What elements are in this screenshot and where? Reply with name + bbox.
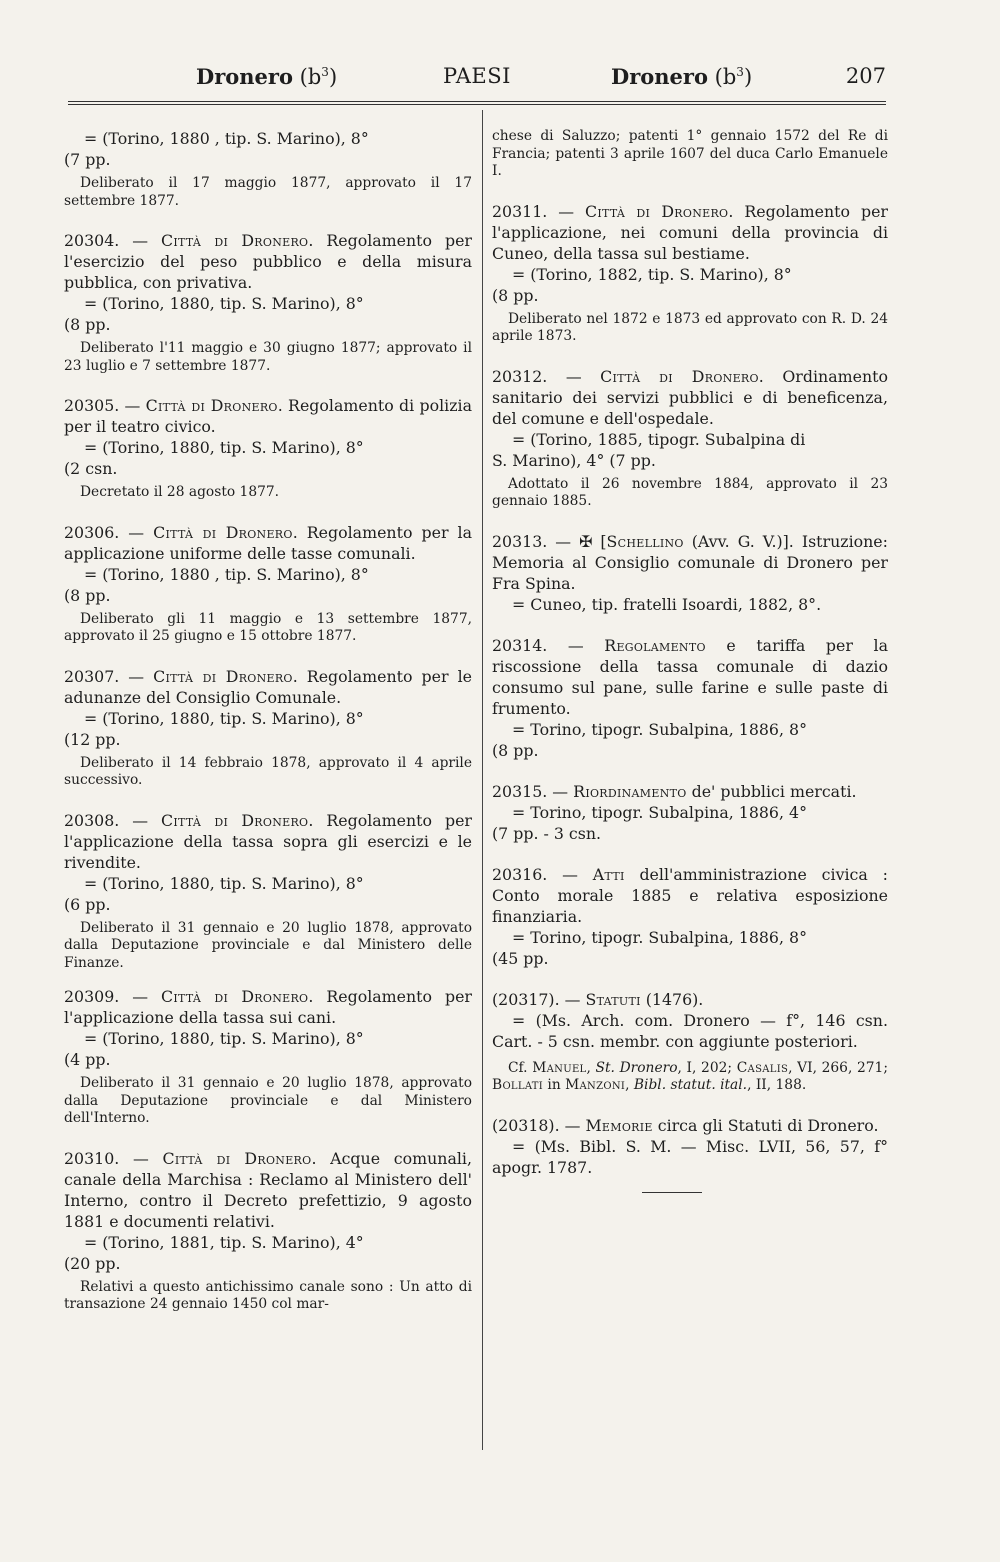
entry-title: 20313. — ✠ [Schellino (Avv. G. V.)]. Istruzione: Memoria al Consiglio comunale di Dronero per Fra Spina. — [492, 531, 888, 593]
running-header — [68, 64, 886, 98]
entry-title: 20308. — Città di Dronero. Regolamento per l'applicazione della tassa sopra gli esercizi e le rivendite. — [64, 810, 472, 872]
entry-20306 — [64, 522, 472, 646]
entry-continuation — [64, 128, 472, 210]
entry-20315 — [492, 781, 888, 844]
entry-title: 20305. — Città di Dronero. Regolamento di polizia per il teatro civico. — [64, 396, 472, 436]
entry-publication-pages: (6 pp. — [64, 894, 111, 914]
header-rule-top — [68, 101, 886, 102]
entry-note: Cf. Manuel, St. Dronero, I, 202; Casalis, VI, 266, 271; Bollati in Manzoni, Bibl. statut. ital., II, 188. — [492, 1059, 888, 1093]
entry-publication-pages: (8 pp. — [64, 315, 111, 334]
entry-publication: = (Torino, 1880 , tip. S. Marino), 8° — [84, 129, 369, 148]
entry-publication-pages: (12 pp. — [64, 729, 121, 749]
end-rule — [642, 1192, 702, 1193]
entry-note: Deliberato il 31 gennaio e 20 luglio 1878, approvato dalla Deputazione provinciale e dal Ministero dell'Interno. — [64, 1075, 472, 1126]
entry-note: Decretato il 28 agosto 1877. — [80, 484, 280, 500]
entry-20305 — [64, 395, 472, 502]
right-column — [492, 128, 888, 1193]
header-section-title: PAESI — [443, 64, 511, 88]
entry-publication: = (Torino, 1882, tip. S. Marino), 8° — [512, 264, 792, 284]
entry-publication-pages: (8 pp. — [492, 740, 539, 760]
entry-20312 — [492, 366, 888, 511]
entry-note: Deliberato il 14 febbraio 1878, approvato il 4 aprile successivo. — [64, 754, 472, 788]
entry-publication: = Torino, tipogr. Subalpina, 1886, 8° — [512, 719, 807, 739]
header-left-title: Dronero $(b^3)$ — [196, 64, 338, 89]
entry-publication-pages: S. Marino), 4° (7 pp. — [492, 450, 656, 470]
entry-publication: = (Torino, 1880, tip. S. Marino), 8° — [84, 294, 364, 313]
entry-publication: = (Ms. Arch. com. Dronero — f°, 146 csn. Cart. - 5 csn. membr. con aggiunte posteriori. — [492, 1010, 888, 1051]
entry-note: Deliberato l'11 maggio e 30 giugno 1877; approvato il 23 luglio e 7 settembre 1877. — [64, 340, 472, 374]
entry-note: Deliberato gli 11 maggio e 13 settembre 1877, approvato il 25 giugno e 15 ottobre 1877. — [64, 610, 472, 644]
entry-20316 — [492, 864, 888, 969]
left-column — [64, 128, 472, 1320]
entry-publication: = Torino, tipogr. Subalpina, 1886, 8° — [512, 927, 807, 947]
entry-title: 20311. — Città di Dronero. Regolamento per l'applicazione, nei comuni della provincia di Cuneo, della tassa sul bestiame. — [492, 201, 888, 263]
entry-publication: = (Torino, 1880, tip. S. Marino), 8° — [84, 438, 364, 457]
entry-20311 — [492, 201, 888, 346]
entry-publication-pages: (20 pp. — [64, 1253, 121, 1273]
entry-publication: = (Torino, 1885, tipogr. Subalpina di — [512, 429, 806, 449]
entry-publication-pages: (8 pp. — [492, 285, 539, 305]
entry-publication: = (Torino, 1880, tip. S. Marino), 8° — [84, 1029, 364, 1048]
entry-publication: = (Ms. Bibl. S. M. — Misc. LVII, 56, 57, f° apogr. 1787. — [492, 1136, 888, 1177]
entry-title: 20304. — Città di Dronero. Regolamento per l'esercizio del peso pubblico e della misura pubblica, con privativa. — [64, 231, 472, 292]
entry-title: 20316. — Atti dell'amministrazione civica : Conto morale 1885 e relativa esposizione finanziaria. — [492, 864, 888, 926]
entry-title: 20315. — Riordinamento de' pubblici mercati. — [492, 781, 857, 801]
entry-20317 — [492, 989, 888, 1095]
entry-20313 — [492, 531, 888, 615]
entry-note: Deliberato il 31 gennaio e 20 luglio 1878, approvato dalla Deputazione provinciale e dal Ministero delle Finanze. — [64, 919, 472, 971]
entry-20310 — [64, 1148, 472, 1314]
entry-title: (20317). — Statuti (1476). — [492, 989, 704, 1009]
entry-20308 — [64, 810, 472, 973]
entry-20307 — [64, 666, 472, 790]
entry-note: Deliberato il 17 maggio 1877, approvato il 17 settembre 1877. — [64, 175, 472, 209]
entry-title: (20318). — Memorie circa gli Statuti di Dronero. — [492, 1115, 879, 1135]
entry-publication: = (Torino, 1880 , tip. S. Marino), 8° — [84, 564, 369, 584]
entry-20314 — [492, 635, 888, 761]
page-number: 207 — [845, 64, 886, 88]
header-rule-bottom — [68, 104, 886, 105]
entry-publication-pages: (45 pp. — [492, 948, 549, 968]
entry-publication: = (Torino, 1880, tip. S. Marino), 8° — [84, 873, 364, 893]
entry-title: 20314. — Regolamento e tariffa per la riscossione della tassa comunale di dazio consumo sul pane, sulle farine e sulle paste di frumento. — [492, 635, 888, 718]
entry-publication-pages: (7 pp. — [64, 150, 111, 169]
entry-publication-pages: (2 csn. — [64, 459, 118, 478]
entry-publication-pages: (8 pp. — [64, 585, 111, 605]
entry-note: chese di Saluzzo; patenti 1° gennaio 1572 del Re di Francia; patenti 3 aprile 1607 del duca Carlo Emanuele I. — [492, 128, 888, 179]
entry-continuation-note — [492, 128, 888, 181]
entry-20309 — [64, 986, 472, 1128]
entry-note: Relativi a questo antichissimo canale sono : Un atto di transazione 24 gennaio 1450 col mar- — [64, 1278, 472, 1312]
column-separator — [482, 110, 483, 1450]
entry-note: Adottato il 26 novembre 1884, approvato il 23 gennaio 1885. — [492, 475, 888, 509]
entry-title: 20309. — Città di Dronero. Regolamento per l'applicazione della tassa sui cani. — [64, 987, 472, 1027]
entry-publication: = Cuneo, tip. fratelli Isoardi, 1882, 8°. — [512, 594, 822, 614]
entry-publication-pages: (4 pp. — [64, 1050, 111, 1069]
entry-title: 20307. — Città di Dronero. Regolamento per le adunanze del Consiglio Comunale. — [64, 666, 472, 707]
entry-title: 20310. — Città di Dronero. Acque comunali, canale della Marchisa : Reclamo al Ministero dell' Interno, contro il Decreto prefettizio, 9 agosto 1881 e documenti relativi. — [64, 1148, 472, 1231]
entry-note: Deliberato nel 1872 e 1873 ed approvato con R. D. 24 aprile 1873. — [492, 310, 888, 344]
header-right-title: Dronero $(b^3)$ — [611, 64, 753, 89]
entry-title: 20312. — Città di Dronero. Ordinamento sanitario dei servizi pubblici e di beneficenza, del comune e dell'ospedale. — [492, 366, 888, 428]
entry-publication: = (Torino, 1880, tip. S. Marino), 8° — [84, 708, 364, 728]
entry-publication-pages: (7 pp. - 3 csn. — [492, 823, 602, 843]
entry-20304 — [64, 230, 472, 375]
entry-publication: = (Torino, 1881, tip. S. Marino), 4° — [84, 1232, 364, 1252]
entry-title: 20306. — Città di Dronero. Regolamento per la applicazione uniforme delle tasse comunali. — [64, 522, 472, 563]
entry-20318 — [492, 1115, 888, 1178]
entry-publication: = Torino, tipogr. Subalpina, 1886, 4° — [512, 802, 807, 822]
